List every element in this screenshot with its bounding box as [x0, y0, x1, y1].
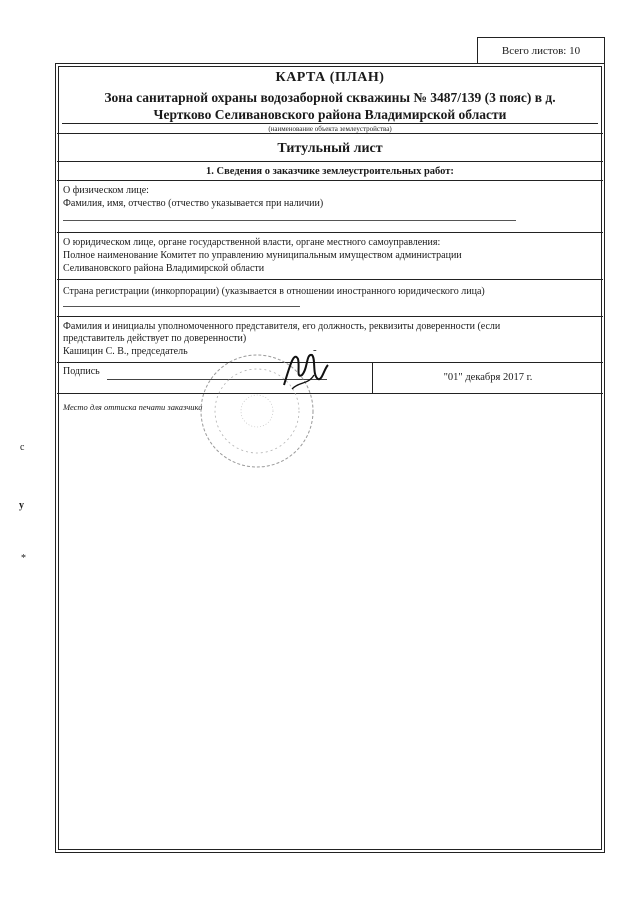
registration-divider: [57, 316, 603, 317]
legal-entity-heading: О юридическом лице, органе государственной власти, органе местного самоуправления:: [63, 237, 441, 248]
individual-heading: О физическом лице:: [63, 185, 149, 196]
individual-name-field[interactable]: [63, 220, 516, 221]
stamp-place-label: Место для оттиска печати заказчика: [63, 402, 203, 412]
representative-label-line-1: Фамилия и инициалы уполномоченного представителя, его должность, реквизиты доверенности (если: [63, 321, 501, 332]
margin-mark-3: *: [21, 553, 26, 564]
individual-divider: [57, 232, 603, 233]
total-sheets-box: [477, 37, 605, 64]
subtitle-underline: [62, 123, 598, 124]
signature-label: Подпись: [63, 366, 100, 377]
signature-date: "01" декабря 2017 г.: [443, 372, 533, 383]
margin-mark-2: y: [19, 500, 24, 511]
registration-country-field[interactable]: [63, 306, 300, 307]
signature-divider: [57, 393, 603, 394]
legal-entity-divider: [57, 279, 603, 280]
document-subtitle-line-1: Зона санитарной охраны водозаборной скважины № 3487/139 (3 пояс) в д.: [104, 90, 556, 105]
individual-name-label: Фамилия, имя, отчество (отчество указывается при наличии): [63, 198, 324, 209]
handwritten-signature-image: [278, 345, 338, 393]
representative-dash: -: [313, 344, 317, 356]
representative-label-line-2: представитель действует по доверенности): [63, 333, 247, 344]
subtitle-caption: (наименование объекта землеустройства): [268, 125, 392, 133]
total-sheets-label: Всего листов: 10: [501, 44, 581, 57]
representative-value: Кашицин С. В., председатель: [63, 346, 188, 357]
section-divider: [57, 180, 603, 181]
document-subtitle-line-2: Чертково Селивановского района Владимирской области: [153, 107, 507, 122]
margin-mark-1: c: [20, 442, 25, 453]
sheet-title: Титульный лист: [277, 141, 383, 156]
sheet-title-divider: [57, 161, 603, 162]
document-title: КАРТА (ПЛАН): [275, 70, 385, 85]
header-divider: [57, 133, 603, 134]
document-subtitle: [70, 89, 590, 123]
legal-entity-name-line-2: Селивановского района Владимирской области: [63, 263, 265, 274]
registration-country-label: Страна регистрации (инкорпорации) (указывается в отношении иностранного юридического лица): [63, 286, 485, 297]
section-title: 1. Сведения о заказчике землеустроительных работ:: [206, 166, 454, 177]
document-frame: [55, 63, 605, 853]
legal-entity-name-line-1: Полное наименование Комитет по управлению муниципальным имуществом администрации: [63, 250, 462, 261]
